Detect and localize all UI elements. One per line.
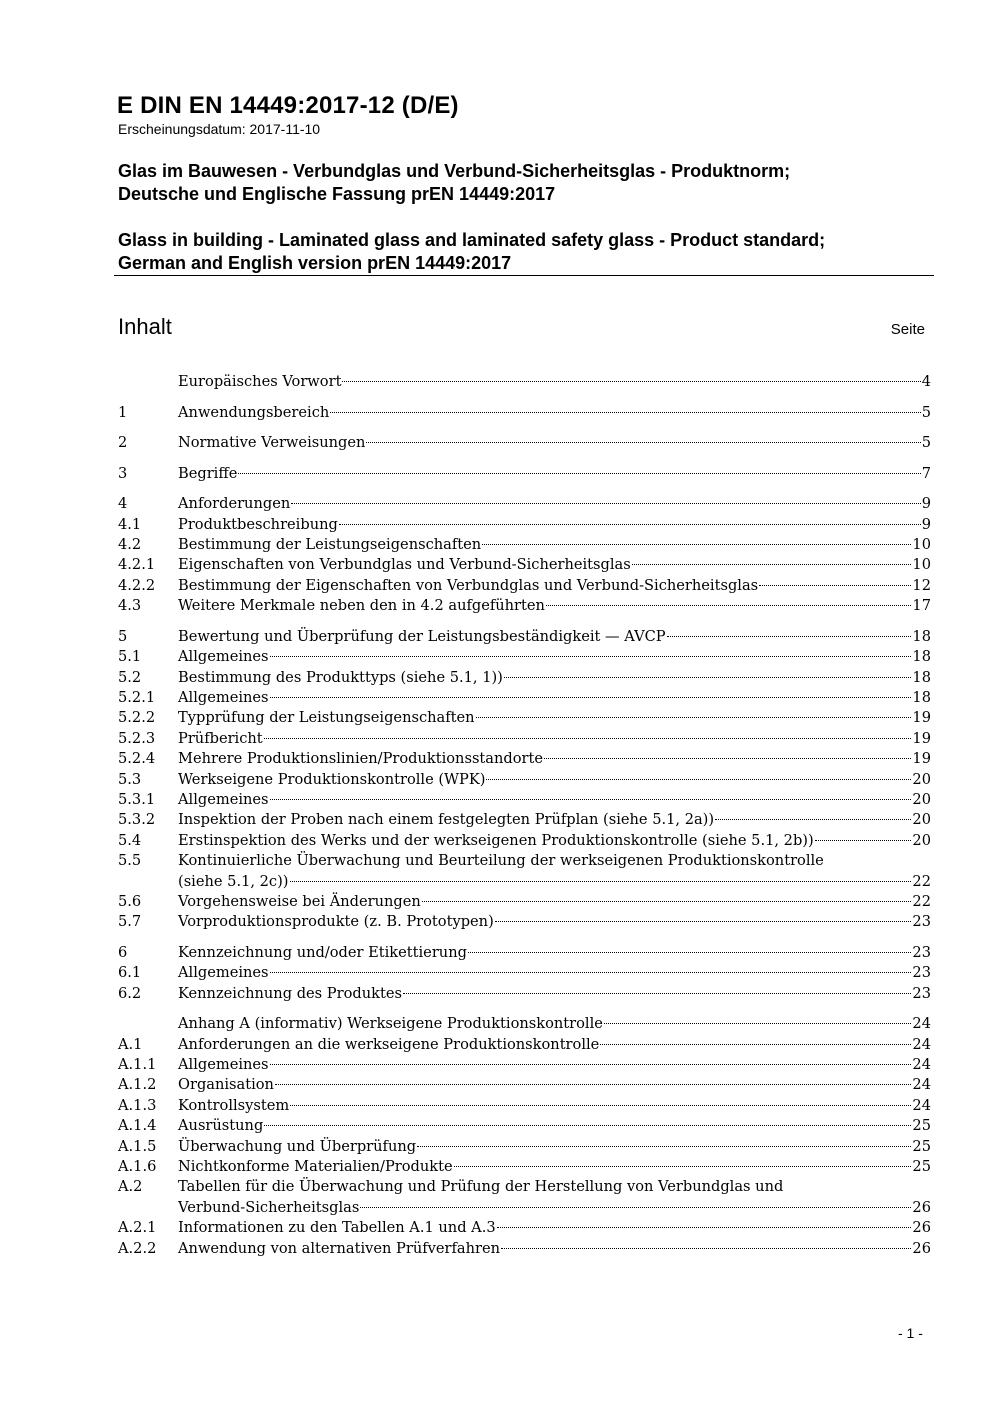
toc-entry-number: 5.3.1 bbox=[118, 790, 156, 808]
toc-entry-page: 26 bbox=[912, 1198, 931, 1216]
toc-entry-number: 4.2.2 bbox=[118, 576, 156, 594]
toc-entry-page: 24 bbox=[912, 1096, 931, 1114]
toc-entry[interactable] bbox=[118, 555, 931, 575]
toc-entry-body bbox=[178, 1218, 931, 1238]
toc-entry[interactable] bbox=[118, 1137, 931, 1157]
toc-entry-page: 25 bbox=[912, 1117, 931, 1135]
toc-entry-body bbox=[178, 433, 931, 453]
toc-entry[interactable] bbox=[118, 1239, 931, 1259]
toc-entry-page: 5 bbox=[921, 403, 931, 421]
toc-leader-dots bbox=[632, 564, 912, 565]
toc-entry-body bbox=[178, 943, 931, 963]
toc-leader-dots bbox=[667, 636, 912, 637]
toc-entry-number: A.2.1 bbox=[118, 1219, 157, 1237]
toc-entry-page: 23 bbox=[912, 984, 931, 1002]
toc-entry[interactable] bbox=[118, 688, 931, 708]
toc-entry-number: A.2.2 bbox=[118, 1239, 157, 1257]
toc-entry-body bbox=[178, 810, 931, 830]
toc-entry[interactable] bbox=[118, 596, 931, 616]
toc-entry-label: Anforderungen an die werkseigene Produktionskontrolle bbox=[178, 1035, 600, 1053]
toc-entry-number: A.1.4 bbox=[118, 1117, 157, 1135]
toc-entry-number: 4.1 bbox=[118, 515, 142, 533]
toc-entry-body bbox=[178, 403, 931, 423]
toc-entry[interactable] bbox=[118, 892, 931, 912]
toc-leader-dots bbox=[270, 972, 912, 973]
toc-entry-label: Allgemeines bbox=[178, 648, 269, 666]
toc-entry-label: Organisation bbox=[178, 1076, 274, 1094]
toc-entry-number: 5.2.2 bbox=[118, 709, 156, 727]
toc-entry[interactable] bbox=[118, 790, 931, 810]
toc-entry-body bbox=[178, 1014, 931, 1034]
toc-leader-dots bbox=[501, 1248, 911, 1249]
toc-leader-dots bbox=[264, 1125, 911, 1126]
toc-leader-dots bbox=[504, 677, 912, 678]
toc-leader-dots bbox=[604, 1023, 912, 1024]
toc-entry[interactable] bbox=[118, 1218, 931, 1238]
toc-entry-label: Mehrere Produktionslinien/Produktionsstandorte bbox=[178, 750, 544, 768]
toc-entry[interactable] bbox=[118, 1096, 931, 1116]
title-german-line2: Deutsche und Englische Fassung prEN 14449:2017 bbox=[118, 184, 556, 204]
toc-entry-body bbox=[178, 596, 931, 616]
toc-entry-number: 5.3 bbox=[118, 770, 142, 788]
toc-entry-label: Kontrollsystem bbox=[178, 1096, 290, 1114]
toc-entry-page: 24 bbox=[912, 1056, 931, 1074]
toc-leader-dots bbox=[270, 1064, 912, 1065]
toc-entry-page: 9 bbox=[921, 495, 931, 513]
toc-entry[interactable] bbox=[118, 1116, 931, 1136]
toc-entry-body bbox=[178, 831, 931, 851]
toc-entry[interactable] bbox=[118, 647, 931, 667]
toc-entry[interactable] bbox=[118, 729, 931, 749]
toc-entry-page: 4 bbox=[921, 373, 931, 390]
toc-leader-dots bbox=[270, 656, 912, 657]
toc-entry-number: 5.5 bbox=[118, 852, 142, 870]
toc-leader-dots bbox=[815, 840, 912, 841]
toc-entry-page: 20 bbox=[912, 831, 931, 849]
toc-entry-number: 5.6 bbox=[118, 892, 142, 910]
toc-entry-label: Anhang A (informativ) Werkseigene Produktionskontrolle bbox=[178, 1015, 603, 1033]
toc-entry-body bbox=[178, 1035, 931, 1055]
toc-entry-label: Allgemeines bbox=[178, 689, 269, 707]
toc-entry-page: 18 bbox=[912, 689, 931, 707]
toc-entry[interactable] bbox=[118, 1035, 931, 1055]
toc-entry-body bbox=[178, 668, 931, 688]
toc-entry-number: A.1.6 bbox=[118, 1158, 157, 1176]
toc-entry[interactable] bbox=[118, 515, 931, 535]
toc-entry-body bbox=[178, 627, 931, 647]
toc-entry-body bbox=[178, 790, 931, 810]
document-id: E DIN EN 14449:2017-12 (D/E) bbox=[117, 92, 459, 119]
toc-entry-label: Anwendung von alternativen Prüfverfahren bbox=[178, 1239, 501, 1257]
toc-leader-dots bbox=[330, 412, 920, 413]
toc-leader-dots bbox=[238, 473, 920, 474]
toc-entry-body bbox=[178, 749, 931, 769]
header-divider bbox=[114, 275, 934, 276]
toc-leader-dots bbox=[339, 524, 921, 525]
toc-entry-body bbox=[178, 729, 931, 749]
toc-entry-label: Begriffe bbox=[178, 464, 238, 482]
toc-entry-number: 5.7 bbox=[118, 913, 142, 931]
toc-entry[interactable] bbox=[118, 912, 931, 932]
toc-leader-dots bbox=[476, 717, 912, 718]
toc-entry-label: Eigenschaften von Verbundglas und Verbund-Sicherheitsglas bbox=[178, 556, 631, 574]
toc-leader-dots bbox=[715, 819, 911, 820]
toc-leader-dots bbox=[422, 901, 912, 902]
toc-entry-body bbox=[178, 576, 931, 596]
toc-entry-page: 17 bbox=[912, 597, 931, 615]
toc-leader-dots bbox=[290, 881, 912, 882]
toc-entry-page: 19 bbox=[912, 709, 931, 727]
toc-entry-label: Allgemeines bbox=[178, 1056, 269, 1074]
toc-entry-page: 24 bbox=[912, 1015, 931, 1033]
toc-entry-label: Bestimmung der Eigenschaften von Verbundglas und Verbund-Sicherheitsglas bbox=[178, 576, 759, 594]
toc-entry-body bbox=[178, 984, 931, 1004]
toc-entry-body bbox=[178, 1075, 931, 1095]
toc-leader-dots bbox=[497, 1227, 912, 1228]
toc-entry-page: 18 bbox=[912, 627, 931, 645]
toc-leader-dots bbox=[366, 442, 920, 443]
toc-leader-dots bbox=[290, 1105, 911, 1106]
toc-entry-label: Ausrüstung bbox=[178, 1117, 264, 1135]
toc-entry-body bbox=[178, 515, 931, 535]
toc-leader-dots bbox=[342, 381, 920, 382]
toc-entry-page: 5 bbox=[921, 434, 931, 452]
toc-entry-label: Europäisches Vorwort bbox=[178, 373, 342, 390]
toc-entry-label: Inspektion der Proben nach einem festgelegten Prüfplan (siehe 5.1, 2a)) bbox=[178, 811, 715, 829]
toc-entry-page: 20 bbox=[912, 790, 931, 808]
toc-entry-number: A.1.3 bbox=[118, 1096, 157, 1114]
toc-entry-body bbox=[178, 535, 931, 555]
toc-entry[interactable] bbox=[118, 1055, 931, 1075]
toc-entry-number: 5.1 bbox=[118, 648, 142, 666]
toc-entry-number: A.1.2 bbox=[118, 1076, 157, 1094]
page-number: - 1 - bbox=[898, 1325, 923, 1341]
toc-entry-page: 20 bbox=[912, 770, 931, 788]
toc-entry-page: 22 bbox=[912, 892, 931, 910]
toc-entry[interactable] bbox=[118, 851, 931, 892]
toc-entry-number: 4 bbox=[118, 495, 128, 513]
toc-entry[interactable] bbox=[118, 963, 931, 983]
toc-entry-body bbox=[178, 555, 931, 575]
toc-entry-page: 20 bbox=[912, 811, 931, 829]
toc-entry-label: Kennzeichnung des Produktes bbox=[178, 984, 402, 1002]
toc-leader-dots bbox=[360, 1207, 911, 1208]
toc-entry-label: Bestimmung der Leistungseigenschaften bbox=[178, 536, 482, 554]
title-english-line1: Glass in building - Laminated glass and laminated safety glass - Product standard; bbox=[118, 230, 826, 250]
toc-entry-page: 23 bbox=[912, 943, 931, 961]
toc-entry-label: Normative Verweisungen bbox=[178, 434, 366, 452]
toc-entry-number: 5 bbox=[118, 627, 128, 645]
toc-entry[interactable] bbox=[118, 1157, 931, 1177]
toc-entry-body bbox=[178, 1239, 931, 1259]
toc-entry-label: Produktbeschreibung bbox=[178, 515, 338, 533]
table-of-contents bbox=[118, 372, 931, 1259]
toc-entry-number: 5.2 bbox=[118, 668, 142, 686]
toc-entry-number: 6.2 bbox=[118, 984, 142, 1002]
toc-entry-label: Tabellen für die Überwachung und Prüfung der Herstellung von Verbundglas und bbox=[178, 1178, 784, 1196]
toc-entry[interactable] bbox=[118, 749, 931, 769]
toc-entry-label: Bestimmung des Produkttyps (siehe 5.1, 1)) bbox=[178, 668, 503, 686]
toc-entry-number: 6 bbox=[118, 943, 128, 961]
toc-leader-dots bbox=[486, 779, 911, 780]
toc-entry-number: 4.2 bbox=[118, 536, 142, 554]
toc-entry-body bbox=[178, 851, 931, 892]
toc-entry[interactable] bbox=[118, 576, 931, 596]
toc-entry-number: A.1 bbox=[118, 1035, 143, 1053]
toc-leader-dots bbox=[600, 1044, 911, 1045]
toc-entry-label: Vorproduktionsprodukte (z. B. Prototypen) bbox=[178, 913, 494, 931]
toc-entry-label: Informationen zu den Tabellen A.1 und A.3 bbox=[178, 1219, 496, 1237]
toc-entry-label: Anwendungsbereich bbox=[178, 403, 330, 421]
toc-leader-dots bbox=[495, 921, 912, 922]
toc-entry-number: 6.1 bbox=[118, 964, 142, 982]
toc-entry-page: 25 bbox=[912, 1158, 931, 1176]
toc-entry[interactable] bbox=[118, 535, 931, 555]
toc-entry-body bbox=[178, 912, 931, 932]
toc-entry-label: Typprüfung der Leistungseigenschaften bbox=[178, 709, 475, 727]
toc-entry[interactable] bbox=[118, 627, 931, 647]
toc-entry-label: Weitere Merkmale neben den in 4.2 aufgeführten bbox=[178, 597, 545, 615]
toc-entry-number: A.2 bbox=[118, 1178, 143, 1196]
toc-entry-number: 1 bbox=[118, 403, 128, 421]
toc-entry-body bbox=[178, 892, 931, 912]
toc-entry-number: 3 bbox=[118, 464, 128, 482]
title-german-line1: Glas im Bauwesen - Verbundglas und Verbund-Sicherheitsglas - Produktnorm; bbox=[118, 161, 791, 181]
toc-entry[interactable] bbox=[118, 372, 931, 392]
toc-entry-number: 5.3.2 bbox=[118, 811, 156, 829]
toc-leader-dots bbox=[544, 758, 911, 759]
toc-leader-dots bbox=[759, 585, 911, 586]
title-german bbox=[118, 160, 948, 206]
toc-entry-number: A.1.5 bbox=[118, 1137, 157, 1155]
toc-entry-number: 4.2.1 bbox=[118, 556, 156, 574]
toc-entry-page: 18 bbox=[912, 668, 931, 686]
toc-entry-label: Werkseigene Produktionskontrolle (WPK) bbox=[178, 770, 486, 788]
toc-entry[interactable] bbox=[118, 770, 931, 790]
toc-leader-dots bbox=[546, 605, 911, 606]
toc-entry-page: 19 bbox=[912, 750, 931, 768]
toc-entry[interactable] bbox=[118, 1177, 931, 1218]
toc-entry-page: 12 bbox=[912, 576, 931, 594]
toc-entry[interactable] bbox=[118, 810, 931, 830]
toc-entry[interactable] bbox=[118, 708, 931, 728]
toc-entry-label: Nichtkonforme Materialien/Produkte bbox=[178, 1158, 453, 1176]
toc-leader-dots bbox=[417, 1146, 911, 1147]
toc-entry[interactable] bbox=[118, 494, 931, 514]
toc-leader-dots bbox=[454, 1166, 912, 1167]
toc-entry-label: Überwachung und Überprüfung bbox=[178, 1137, 417, 1155]
toc-entry[interactable] bbox=[118, 403, 931, 423]
toc-entry[interactable] bbox=[118, 668, 931, 688]
toc-entry-number: A.1.1 bbox=[118, 1056, 157, 1074]
toc-page-label: Seite bbox=[890, 321, 925, 338]
toc-entry-body bbox=[178, 494, 931, 514]
toc-entry[interactable] bbox=[118, 831, 931, 851]
toc-entry-label: Bewertung und Überprüfung der Leistungsbeständigkeit — AVCP bbox=[178, 627, 666, 645]
toc-leader-dots bbox=[482, 544, 911, 545]
toc-entry[interactable] bbox=[118, 1014, 931, 1034]
toc-entry-label: Allgemeines bbox=[178, 790, 269, 808]
toc-entry-page: 24 bbox=[912, 1035, 931, 1053]
toc-entry-label: Kontinuierliche Überwachung und Beurteilung der werkseigenen Produktionskontrolle bbox=[178, 852, 824, 870]
toc-leader-dots bbox=[468, 952, 911, 953]
toc-entry[interactable] bbox=[118, 943, 931, 963]
toc-entry-body bbox=[178, 770, 931, 790]
toc-leader-dots bbox=[291, 503, 920, 504]
toc-entry[interactable] bbox=[118, 984, 931, 1004]
toc-leader-dots bbox=[275, 1084, 911, 1085]
toc-entry-page: 19 bbox=[912, 729, 931, 747]
toc-entry-page: 22 bbox=[912, 872, 931, 890]
toc-entry-body bbox=[178, 1055, 931, 1075]
toc-leader-dots bbox=[270, 697, 912, 698]
toc-entry-body bbox=[178, 688, 931, 708]
toc-entry-label: Kennzeichnung und/oder Etikettierung bbox=[178, 943, 467, 961]
toc-entry-label: Prüfbericht bbox=[178, 729, 263, 747]
toc-entry-body bbox=[178, 372, 931, 392]
toc-entry-body bbox=[178, 708, 931, 728]
toc-entry-body bbox=[178, 464, 931, 484]
toc-entry-page: 26 bbox=[912, 1219, 931, 1237]
toc-entry-page: 23 bbox=[912, 913, 931, 931]
toc-entry-page: 10 bbox=[912, 556, 931, 574]
toc-entry-body bbox=[178, 1177, 931, 1218]
toc-entry-label-continued: Verbund-Sicherheitsglas bbox=[178, 1198, 360, 1216]
toc-leader-dots bbox=[270, 799, 912, 800]
toc-entry-page: 23 bbox=[912, 964, 931, 982]
toc-entry-body bbox=[178, 1157, 931, 1177]
toc-entry-body bbox=[178, 1096, 931, 1116]
toc-leader-dots bbox=[403, 993, 911, 994]
toc-entry-body bbox=[178, 1137, 931, 1157]
toc-entry-label: Vorgehensweise bei Änderungen bbox=[178, 892, 421, 910]
toc-leader-dots bbox=[264, 738, 912, 739]
title-english-line2: German and English version prEN 14449:2017 bbox=[118, 253, 512, 273]
toc-entry-page: 9 bbox=[921, 515, 931, 533]
toc-entry-number: 2 bbox=[118, 434, 128, 452]
toc-entry-number: 5.4 bbox=[118, 831, 142, 849]
toc-entry-page: 10 bbox=[912, 536, 931, 554]
toc-entry-body bbox=[178, 1116, 931, 1136]
publication-date: Erscheinungsdatum: 2017-11-10 bbox=[118, 121, 321, 137]
toc-entry-page: 24 bbox=[912, 1076, 931, 1094]
toc-entry-body bbox=[178, 647, 931, 667]
toc-entry-page: 18 bbox=[912, 648, 931, 666]
toc-entry-number: 5.2.4 bbox=[118, 750, 156, 768]
toc-entry-page: 25 bbox=[912, 1137, 931, 1155]
toc-heading: Inhalt bbox=[118, 314, 172, 339]
toc-entry-page: 7 bbox=[921, 464, 931, 482]
toc-entry[interactable] bbox=[118, 433, 931, 453]
toc-entry-number: 5.2.3 bbox=[118, 729, 156, 747]
title-english bbox=[118, 229, 948, 275]
toc-entry-body bbox=[178, 963, 931, 983]
toc-entry[interactable] bbox=[118, 464, 931, 484]
toc-entry-label: Anforderungen bbox=[178, 495, 291, 513]
toc-entry-label-continued: (siehe 5.1, 2c)) bbox=[178, 872, 289, 890]
toc-entry-label: Allgemeines bbox=[178, 964, 269, 982]
toc-entry-page: 26 bbox=[912, 1239, 931, 1257]
toc-entry-number: 5.2.1 bbox=[118, 689, 156, 707]
toc-entry-number: 4.3 bbox=[118, 597, 142, 615]
toc-entry-label: Erstinspektion des Werks und der werkseigenen Produktionskontrolle (siehe 5.1, 2b)) bbox=[178, 831, 814, 849]
toc-entry[interactable] bbox=[118, 1075, 931, 1095]
